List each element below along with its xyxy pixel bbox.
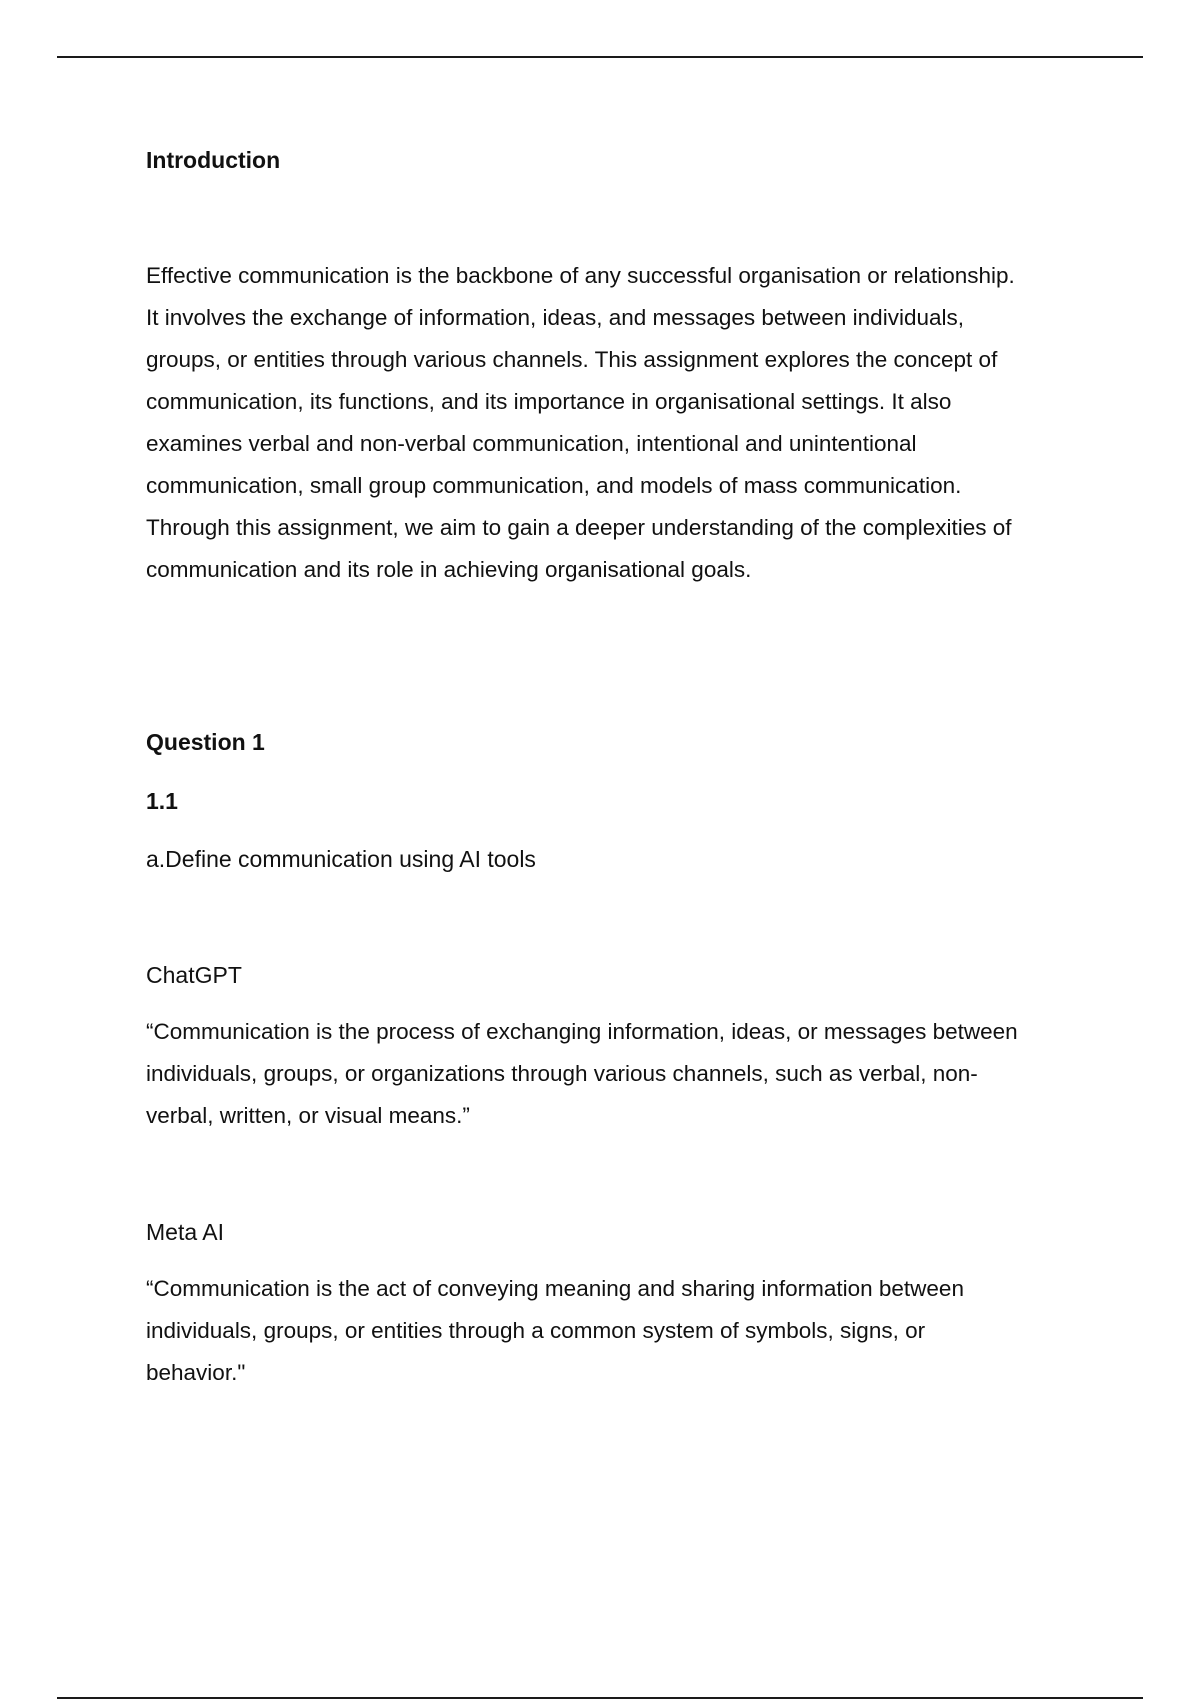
introduction-line: It involves the exchange of information, ideas, and messages between individuals, xyxy=(146,305,964,330)
metaai-quote-line: behavior." xyxy=(146,1360,246,1385)
introduction-line: communication, its functions, and its importance in organisational settings. It also xyxy=(146,389,952,414)
metaai-quote-line: “Communication is the act of conveying meaning and sharing information between xyxy=(146,1276,964,1301)
question1-heading: Question 1 xyxy=(146,729,265,755)
introduction-line: groups, or entities through various channels. This assignment explores the concept of xyxy=(146,347,998,372)
introduction-heading: Introduction xyxy=(146,147,281,173)
footer-rule xyxy=(57,1697,1143,1699)
chatgpt-label: ChatGPT xyxy=(146,962,242,988)
metaai-label: Meta AI xyxy=(146,1219,224,1245)
question1-prompt: a.Define communication using AI tools xyxy=(146,846,536,872)
introduction-line: examines verbal and non-verbal communication, intentional and unintentional xyxy=(146,431,917,456)
question1-subheading: 1.1 xyxy=(146,788,178,814)
chatgpt-quote-line: individuals, groups, or organizations through various channels, such as verbal, non- xyxy=(146,1061,978,1086)
metaai-quote xyxy=(146,1268,1106,1394)
header-rule xyxy=(57,56,1143,58)
introduction-line: communication, small group communication, and models of mass communication. xyxy=(146,473,962,498)
metaai-quote-line: individuals, groups, or entities through a common system of symbols, signs, or xyxy=(146,1318,926,1343)
chatgpt-quote xyxy=(146,1011,1106,1137)
introduction-line: Through this assignment, we aim to gain a deeper understanding of the complexities of xyxy=(146,515,1012,540)
chatgpt-quote-line: “Communication is the process of exchanging information, ideas, or messages between xyxy=(146,1019,1018,1044)
introduction-paragraph xyxy=(146,255,1106,591)
introduction-line: communication and its role in achieving organisational goals. xyxy=(146,557,752,582)
chatgpt-quote-line: verbal, written, or visual means.” xyxy=(146,1103,470,1128)
introduction-line: Effective communication is the backbone of any successful organisation or relationship. xyxy=(146,263,1015,288)
